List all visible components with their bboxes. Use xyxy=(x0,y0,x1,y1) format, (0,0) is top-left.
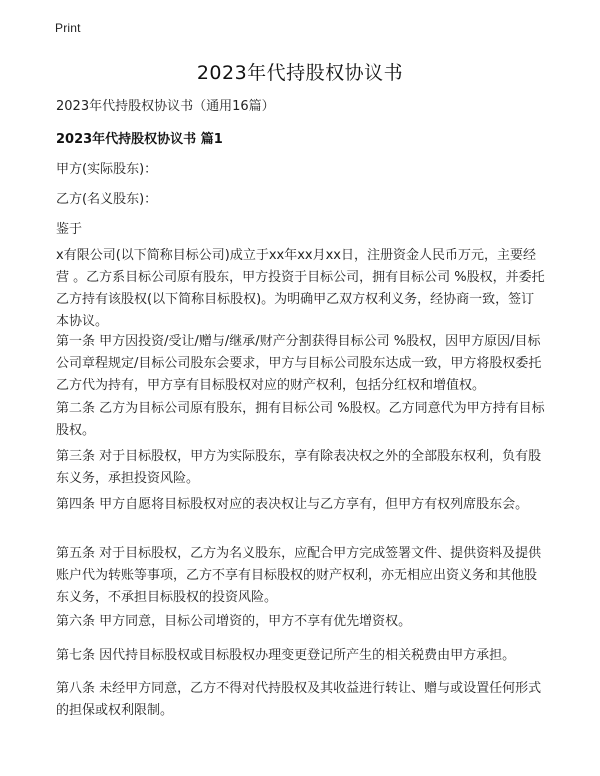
party-b-line: 乙方(名义股东)： xyxy=(56,192,158,207)
document-subtitle: 2023年代持股权协议书（通用16篇） xyxy=(56,99,275,114)
paragraph-article-3: 第三条 对于目标股权，甲方为实际股东，享有除表决权之外的全部股东权利，负有股东义务，承担投资风险。 xyxy=(56,449,542,486)
paragraph-article-2: 第二条 乙方为目标公司原有股东，拥有目标公司 %股权。乙方同意代为甲方持有目标股权。 xyxy=(56,401,545,438)
section-heading: 2023年代持股权协议书 篇1 xyxy=(56,132,223,147)
paragraph-article-1: 第一条 甲方因投资/受让/赠与/继承/财产分割获得目标公司 %股权，因甲方原因/目标公司章程规定/目标公司股东会要求，甲方与目标公司股东达成一致，甲方将股权委托乙方代为持有，甲方享有目标股权对应的财产权利，包括分红权和增值权。 xyxy=(56,334,542,393)
paragraph-article-4: 第四条 甲方自愿将目标股权对应的表决权让与乙方享有，但甲方有权列席股东会。 xyxy=(56,497,529,512)
print-label[interactable]: Print xyxy=(55,21,81,35)
paragraph-article-6: 第六条 甲方同意，目标公司增资的，甲方不享有优先增资权。 xyxy=(56,614,412,629)
paragraph-article-8: 第八条 未经甲方同意，乙方不得对代持股权及其收益进行转让、赠与或设置任何形式的担保或权利限制。 xyxy=(56,681,542,718)
paragraph-article-5: 第五条 对于目标股权，乙方为名义股东，应配合甲方完成签署文件、提供资料及提供账户代为转账等事项，乙方不享有目标股权的财产权利，亦无相应出资义务和其他股东义务，不承担目标股权的投资风险。 xyxy=(56,546,542,605)
party-a-line: 甲方(实际股东)： xyxy=(56,162,158,177)
document-title: 2023年代持股权协议书 xyxy=(196,62,404,84)
paragraph-preamble: x有限公司(以下简称目标公司)成立于xx年xx月xx日，注册资金人民币万元，主要经营 。乙方系目标公司原有股东，甲方投资于目标公司，拥有目标公司 %股权，并委托乙方持有该股权(以下简称目标股权)。为明确甲乙双方权利义务，经协商一致，签订本协议。 xyxy=(56,248,545,329)
whereas-line: 鉴于 xyxy=(56,222,83,237)
paragraph-article-7: 第七条 因代持目标股权或目标股权办理变更登记所产生的相关税费由甲方承担。 xyxy=(56,648,516,663)
